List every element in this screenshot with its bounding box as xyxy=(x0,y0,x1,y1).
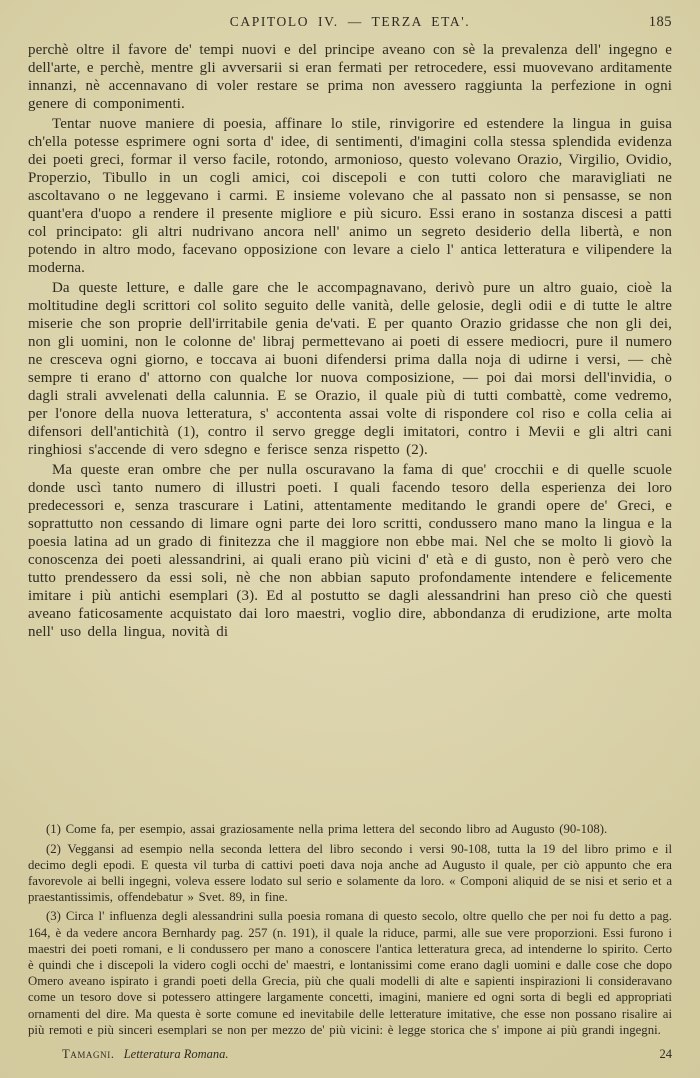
footnote-2: (2) Veggansi ad esempio nella seconda lettera del libro secondo i versi 90-108, tutta la 19 del libro primo e il decimo degli epodi. E questa vil turba di cattivi poeti dava noja anche ad Augusto il quale, per ciò appunto che era favorevole ai belli ingegni, voleva essere lodato sul serio e solamente da loro. « Componi aliquid de se nisi et serio et a praestantissimis, offendebatur » Svet. 89, in fine. xyxy=(28,841,672,905)
page-footer xyxy=(28,1047,672,1062)
footnotes-section xyxy=(28,821,672,1038)
page-header xyxy=(28,14,672,30)
paragraph-1: perchè oltre il favore de' tempi nuovi e del principe aveano con sè la prevalenza dell' ingegno e dell'arte, e perchè, mentre gli avversarii si eran fermati per retrocedere, essi muovevano arditamente innanzi, nè accennavano di voler restare se prima non avessero raggiunta la perfezione in ogni genere di componimenti. xyxy=(28,42,672,112)
paragraph-3: Da queste letture, e dalle gare che le accompagnavano, derivò pure un altro guaio, cioè la moltitudine degli scrittori col solito seguito delle vanità, delle gelosie, degli odii e di tutte le altre miserie che son proprie dell'irritabile genia de'vati. E per quanto Orazio gridasse che non gli dei, non gli uomini, non le colonne de' libraj permettevano ai poeti di essere mediocri, pure il numero ne cresceva ogni giorno, e toccava ai buoni difendersi prima dalla noja di udirne i versi, — chè sempre ti erano d' attorno con qualche lor nuova composizione, — poi dai morsi dell'invidia, o dagli strali avvelenati della calunnia. E se Orazio, il quale più di tutti combattè, come vedremo, per l'onore della nuova letteratura, s' accontenta assai volte di rispondere col riso e colla celia ai difensori dell'antichità (1), contro il servo gregge degli imitatori, contro i Mevii e gli altri cani ringhiosi s'accende di vero sdegno e ferisce senza rispetto (2). xyxy=(28,280,672,458)
work-title: Letteratura Romana. xyxy=(123,1047,229,1061)
colophon xyxy=(28,1047,229,1062)
footnote-3: (3) Circa l' influenza degli alessandrini sulla poesia romana di questo secolo, oltre quello che per noi fu detto a pag. 164, è da vedere ancora Bernhardy pag. 257 (n. 191), il quale la riduce, parmi, alle sue vere proporzioni. Essi furono i maestri dei poeti romani, e li condussero per mano a conoscere l'antica letteratura greca, ad intenderne lo spirito. Certo è quindi che i discepoli la videro cogli occhi de' maestri, e lontanissimi come erano dagli uomini e dalle cose che dopo Omero aveano ispirato i grandi poeti della Grecia, più che quali modelli di alte e sapienti inspirazioni li consideravano come un tesoro dove si potessero attingere largamente concetti, imagini, maniere ed ogni sorta di begli ed appropriati ornamenti del dire. Ma questa è sorte comune ed inevitabile delle letterature imitative, che esse non possano risalire ai più remoti e più sinceri esemplari se non per mezzo de' più vicini: è legge storica che s' impone ai più grandi ingegni. xyxy=(28,909,672,1037)
paragraph-2: Tentar nuove maniere di poesia, affinare lo stile, rinvigorire ed estendere la lingua in guisa ch'ella potesse esprimere ogni sorta d' idee, di sentimenti, d'imagini colla stessa splendida evidenza dei poeti greci, formar il verso facile, rotondo, armonioso, questo volevano Orazio, Virgilio, Ovidio, Properzio, Tibullo in un cogli amici, coi discepoli e con tutti coloro che maravigliati ne ascoltavano o ne leggevano i carmi. E insieme volevano che al passato non si pensasse, se non quant'era d'uopo a rendere il presente migliore e più sicuro. Essi erano in sostanza discesi a patti col principato: gli altri nudrivano ancora nell' animo un segreto desiderio della libertà, e non potendo in altro modo, facevano opposizione con levare a cielo l' antica letteratura e vilipendere la moderna. xyxy=(28,116,672,276)
page-number: 185 xyxy=(648,14,672,30)
body-text xyxy=(28,41,672,641)
signature-number: 24 xyxy=(659,1047,672,1061)
paragraph-4: Ma queste eran ombre che per nulla oscuravano la fama di que' crocchii e di quelle scuole donde uscì tanto numero di illustri poeti. I quali facendo tesoro della esperienza dei loro predecessori e, senza trascurare i Latini, attentamente meditando le grandi opere de' Greci, e soprattutto non cessando di limare ogni parte dei loro scritti, condussero mano mano la lingua e la poesia latina ad un grado di finitezza che il maggiore non ebbe mai. Nel che se molto li giovò la conoscenza dei poeti alessandrini, ai quali erano più vicini d' età e di gusto, non è però vero che tutto prendessero da essi soli, nè che non abbian saputo profondamente intendere e felicemente imitare i più antichi esemplari (3). Ed al postutto se dagli alessandrini han preso ciò che questi aveano faticosamente acquistato dai loro maestri, voglio dire, abbondanza di erudizione, arte molta nell' uso della lingua, novità di xyxy=(28,462,672,640)
footnote-1: (1) Come fa, per esempio, assai graziosamente nella prima lettera del secondo libro ad Augusto (90-108). xyxy=(46,822,608,837)
running-title: CAPITOLO IV. — TERZA ETA'. xyxy=(229,14,471,29)
author-name: Tamagni. xyxy=(62,1047,115,1061)
